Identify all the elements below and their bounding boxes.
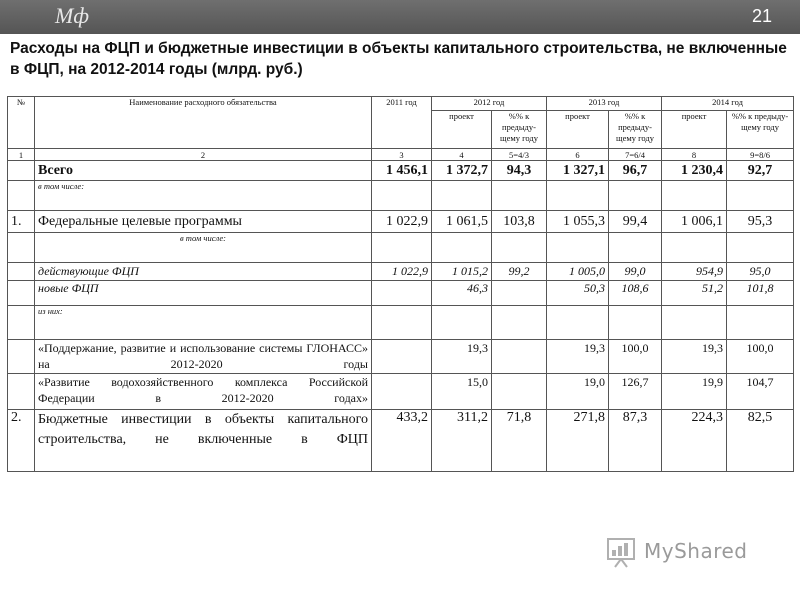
header-2011: 2011 год: [372, 97, 432, 149]
table-row-incl: [8, 233, 794, 263]
cell-value: 87,3: [609, 410, 662, 472]
cell-value: 19,3: [432, 340, 492, 374]
cell-value: 100,0: [727, 340, 794, 374]
row-note: в том числе:: [35, 233, 372, 263]
expenditure-table: [7, 96, 794, 472]
cell-value: 1 022,9: [372, 263, 432, 281]
cell-value: 19,0: [547, 374, 609, 410]
row-name: действующие ФЦП: [35, 263, 372, 281]
row-name: «Поддержание, развитие и использование системы ГЛОНАСС» на 2012-2020 годы: [35, 340, 372, 374]
cell-value: 95,0: [727, 263, 794, 281]
table-row-water: [8, 374, 794, 410]
row-name: Федеральные целевые программы: [35, 211, 372, 233]
column-number: 1: [8, 149, 35, 161]
cell-value: 101,8: [727, 281, 794, 306]
cell-value: 94,3: [492, 161, 547, 181]
column-number: 8: [662, 149, 727, 161]
column-number: 5=4/3: [492, 149, 547, 161]
row-note: из них:: [35, 306, 372, 340]
header-project: проект: [547, 111, 609, 149]
cell-value: 71,8: [492, 410, 547, 472]
column-number: 6: [547, 149, 609, 161]
cell-value: 99,0: [609, 263, 662, 281]
cell-value: 95,3: [727, 211, 794, 233]
cell-value: 1 456,1: [372, 161, 432, 181]
header-no: №: [8, 97, 35, 149]
cell-value: 108,6: [609, 281, 662, 306]
column-number: 7=6/4: [609, 149, 662, 161]
cell-value: 92,7: [727, 161, 794, 181]
column-number: 4: [432, 149, 492, 161]
cell-value: 96,7: [609, 161, 662, 181]
header-pct: %% к предыду-щему году: [727, 111, 794, 149]
cell-value: 126,7: [609, 374, 662, 410]
presentation-chart-icon: [606, 536, 636, 568]
page-number: 21: [751, 6, 772, 26]
cell-value: 1 230,4: [662, 161, 727, 181]
table-row-new: [8, 281, 794, 306]
cell-value: 1 015,2: [432, 263, 492, 281]
row-name: Всего: [35, 161, 372, 181]
cell-value: 1 327,1: [547, 161, 609, 181]
cell-value: 19,9: [662, 374, 727, 410]
cell-value: 1 061,5: [432, 211, 492, 233]
header-pct: %% к предыду-щему году: [492, 111, 547, 149]
table-row-incl: [8, 181, 794, 211]
cell-value: 433,2: [372, 410, 432, 472]
row-name: Бюджетные инвестиции в объекты капитального строительства, не включенные в ФЦП: [35, 410, 372, 472]
row-name: новые ФЦП: [35, 281, 372, 306]
cell-value: 99,2: [492, 263, 547, 281]
row-number: 2.: [8, 410, 35, 472]
cell-value: 100,0: [609, 340, 662, 374]
cell-value: 271,8: [547, 410, 609, 472]
cell-value: 104,7: [727, 374, 794, 410]
logo: Мф: [55, 3, 89, 28]
row-name: «Развитие водохозяйственного комплекса Российской Федерации в 2012-2020 годах»: [35, 374, 372, 410]
header-2012: 2012 год: [432, 97, 547, 111]
cell-value: 224,3: [662, 410, 727, 472]
cell-value: 46,3: [432, 281, 492, 306]
cell-value: 19,3: [547, 340, 609, 374]
header-project: проект: [662, 111, 727, 149]
header-pct: %% к предыду-щему году: [609, 111, 662, 149]
cell-value: 19,3: [662, 340, 727, 374]
cell-value: 82,5: [727, 410, 794, 472]
header-2013: 2013 год: [547, 97, 662, 111]
watermark: [606, 536, 766, 572]
cell-value: 50,3: [547, 281, 609, 306]
column-number: 3: [372, 149, 432, 161]
table-row-budget: [8, 410, 794, 472]
column-numbers-row: [8, 149, 794, 161]
column-number: 2: [35, 149, 372, 161]
watermark-text: MyShared: [644, 539, 748, 563]
top-bar: [0, 0, 800, 34]
cell-value: 99,4: [609, 211, 662, 233]
cell-value: 1 055,3: [547, 211, 609, 233]
header-2014: 2014 год: [662, 97, 794, 111]
table-row-fcp: [8, 211, 794, 233]
row-number: 1.: [8, 211, 35, 233]
cell-value: 103,8: [492, 211, 547, 233]
table-row-active: [8, 263, 794, 281]
column-number: 9=8/6: [727, 149, 794, 161]
table-row-total: [8, 161, 794, 181]
cell-value: 1 006,1: [662, 211, 727, 233]
table-row-ofthem: [8, 306, 794, 340]
header-project: проект: [432, 111, 492, 149]
cell-value: 15,0: [432, 374, 492, 410]
row-note: в том числе:: [35, 181, 372, 211]
cell-value: 1 005,0: [547, 263, 609, 281]
cell-value: 1 022,9: [372, 211, 432, 233]
cell-value: 1 372,7: [432, 161, 492, 181]
header-name: Наименование расходного обязательства: [35, 97, 372, 149]
cell-value: 954,9: [662, 263, 727, 281]
slide-title: Расходы на ФЦП и бюджетные инвестиции в объекты капитального строительства, не включенные в ФЦП, на 2012-2014 годы (млрд. руб.): [10, 40, 787, 78]
table-row-glonass: [8, 340, 794, 374]
cell-value: 311,2: [432, 410, 492, 472]
cell-value: 51,2: [662, 281, 727, 306]
